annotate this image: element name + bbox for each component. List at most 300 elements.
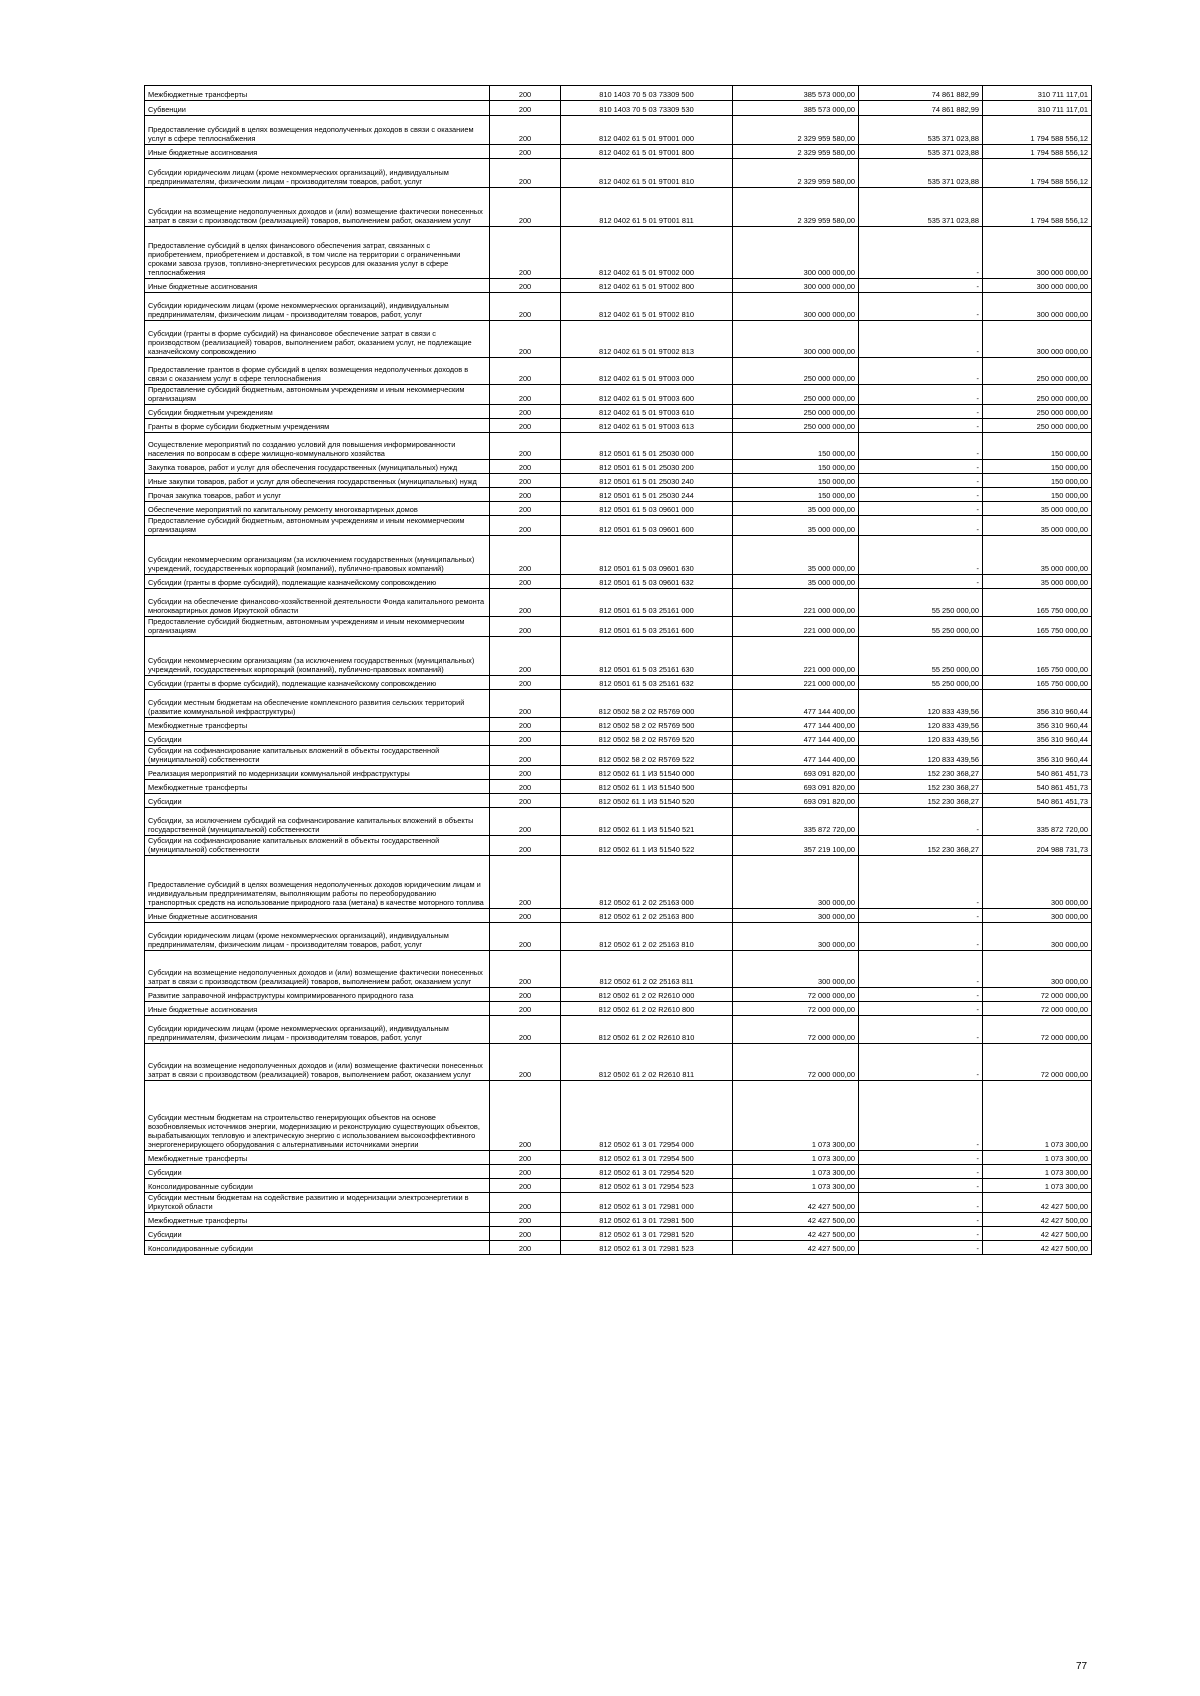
row-classification-code: 812 0502 58 2 02 R5769 000 — [561, 690, 733, 718]
row-amount-remaining: 300 000,00 — [983, 856, 1092, 909]
table-row — [145, 1081, 1092, 1151]
table-row — [145, 101, 1092, 116]
table-row — [145, 405, 1092, 419]
row-amount-executed: 535 371 023,88 — [859, 188, 983, 227]
row-classification-code: 812 0502 61 2 02 25163 810 — [561, 923, 733, 951]
row-code: 200 — [490, 159, 561, 188]
row-amount-approved: 2 329 959 580,00 — [733, 145, 859, 159]
row-name: Субсидии (гранты в форме субсидий), подлежащие казначейскому сопровождению — [145, 676, 490, 690]
row-amount-approved: 300 000,00 — [733, 909, 859, 923]
row-amount-remaining: 204 988 731,73 — [983, 836, 1092, 856]
row-amount-remaining: 42 427 500,00 — [983, 1241, 1092, 1255]
row-name: Субсидии местным бюджетам на содействие развитию и модернизации электроэнергетики в Иркутской области — [145, 1193, 490, 1213]
table-row — [145, 474, 1092, 488]
row-amount-approved: 693 091 820,00 — [733, 766, 859, 780]
row-classification-code: 812 0502 61 2 02 R2610 811 — [561, 1044, 733, 1081]
row-classification-code: 812 0501 61 5 01 25030 200 — [561, 460, 733, 474]
row-code: 200 — [490, 1193, 561, 1213]
row-code: 200 — [490, 474, 561, 488]
row-classification-code: 812 0402 61 5 01 9Т003 613 — [561, 419, 733, 433]
row-amount-remaining: 150 000,00 — [983, 433, 1092, 460]
row-code: 200 — [490, 988, 561, 1002]
table-row — [145, 794, 1092, 808]
table-row — [145, 385, 1092, 405]
table-row — [145, 676, 1092, 690]
row-classification-code: 812 0502 61 3 01 72981 000 — [561, 1193, 733, 1213]
table-row — [145, 1165, 1092, 1179]
row-amount-remaining: 150 000,00 — [983, 474, 1092, 488]
table-row — [145, 460, 1092, 474]
row-amount-executed: - — [859, 909, 983, 923]
row-amount-approved: 35 000 000,00 — [733, 516, 859, 536]
table-row — [145, 321, 1092, 358]
row-name: Осуществление мероприятий по созданию условий для повышения информированности населения по вопросам в сфере жилищно-коммунального хозяйства — [145, 433, 490, 460]
row-amount-executed: 152 230 368,27 — [859, 836, 983, 856]
row-amount-remaining: 250 000 000,00 — [983, 385, 1092, 405]
row-classification-code: 812 0402 61 5 01 9Т002 810 — [561, 293, 733, 321]
row-name: Предоставление субсидий в целях возмещения недополученных доходов юридическим лицам и индивидуальным предпринимателям, выполняющим работы по переоборудованию транспортных средств на использование природного газа (метана) в качестве моторного топлива — [145, 856, 490, 909]
row-code: 200 — [490, 836, 561, 856]
row-name: Субсидии некоммерческим организациям (за исключением государственных (муниципальных) учреждений, государственных корпораций (компаний), публично-правовых компаний) — [145, 637, 490, 676]
row-amount-remaining: 1 073 300,00 — [983, 1179, 1092, 1193]
row-classification-code: 812 0502 61 1 И3 51540 522 — [561, 836, 733, 856]
row-classification-code: 812 0402 61 5 01 9Т001 000 — [561, 116, 733, 145]
row-classification-code: 810 1403 70 5 03 73309 500 — [561, 86, 733, 101]
row-name: Развитие заправочной инфраструктуры компримированного природного газа — [145, 988, 490, 1002]
row-amount-remaining: 150 000,00 — [983, 488, 1092, 502]
row-amount-remaining: 310 711 117,01 — [983, 86, 1092, 101]
row-amount-approved: 1 073 300,00 — [733, 1081, 859, 1151]
row-code: 200 — [490, 419, 561, 433]
row-code: 200 — [490, 227, 561, 279]
row-classification-code: 812 0402 61 5 01 9Т002 813 — [561, 321, 733, 358]
row-code: 200 — [490, 385, 561, 405]
row-amount-executed: 535 371 023,88 — [859, 116, 983, 145]
table-row — [145, 766, 1092, 780]
row-code: 200 — [490, 405, 561, 419]
row-code: 200 — [490, 460, 561, 474]
table-row — [145, 116, 1092, 145]
row-classification-code: 812 0402 61 5 01 9Т001 800 — [561, 145, 733, 159]
row-code: 200 — [490, 1002, 561, 1016]
row-classification-code: 812 0502 61 2 02 25163 811 — [561, 951, 733, 988]
row-name: Гранты в форме субсидии бюджетным учреждениям — [145, 419, 490, 433]
row-amount-executed: - — [859, 321, 983, 358]
row-amount-approved: 150 000,00 — [733, 488, 859, 502]
table-row — [145, 575, 1092, 589]
table-row — [145, 909, 1092, 923]
row-name: Субсидии юридическим лицам (кроме некоммерческих организаций), индивидуальным предпринимателям, физическим лицам - производителям товаров, работ, услуг — [145, 293, 490, 321]
row-name: Консолидированные субсидии — [145, 1179, 490, 1193]
row-name: Субсидии бюджетным учреждениям — [145, 405, 490, 419]
row-name: Субсидии, за исключением субсидий на софинансирование капитальных вложений в объекты государственной (муниципальной) собственности — [145, 808, 490, 836]
budget-table-body — [145, 86, 1092, 1255]
row-amount-executed: 55 250 000,00 — [859, 637, 983, 676]
row-amount-approved: 477 144 400,00 — [733, 718, 859, 732]
row-amount-approved: 1 073 300,00 — [733, 1179, 859, 1193]
row-amount-executed: 152 230 368,27 — [859, 794, 983, 808]
row-name: Предоставление субсидий бюджетным, автономным учреждениям и иным некоммерческим организациям — [145, 617, 490, 637]
row-amount-remaining: 356 310 960,44 — [983, 690, 1092, 718]
table-row — [145, 1227, 1092, 1241]
row-amount-approved: 2 329 959 580,00 — [733, 116, 859, 145]
row-classification-code: 812 0502 61 3 01 72981 523 — [561, 1241, 733, 1255]
budget-table — [144, 85, 1092, 1255]
page-number: 77 — [1076, 1661, 1088, 1672]
row-amount-executed: 55 250 000,00 — [859, 589, 983, 617]
row-amount-approved: 72 000 000,00 — [733, 988, 859, 1002]
row-amount-remaining: 300 000 000,00 — [983, 293, 1092, 321]
row-classification-code: 812 0402 61 5 01 9Т003 000 — [561, 358, 733, 385]
row-amount-remaining: 42 427 500,00 — [983, 1193, 1092, 1213]
row-code: 200 — [490, 1179, 561, 1193]
row-amount-executed: - — [859, 433, 983, 460]
table-row — [145, 145, 1092, 159]
row-classification-code: 812 0402 61 5 01 9Т003 600 — [561, 385, 733, 405]
table-row — [145, 1179, 1092, 1193]
row-amount-executed: 55 250 000,00 — [859, 617, 983, 637]
row-amount-executed: 535 371 023,88 — [859, 159, 983, 188]
row-code: 200 — [490, 951, 561, 988]
row-name: Обеспечение мероприятий по капитальному ремонту многоквартирных домов — [145, 502, 490, 516]
table-row — [145, 293, 1092, 321]
row-amount-approved: 72 000 000,00 — [733, 1044, 859, 1081]
row-amount-remaining: 1 794 588 556,12 — [983, 159, 1092, 188]
row-amount-approved: 477 144 400,00 — [733, 690, 859, 718]
row-amount-approved: 300 000 000,00 — [733, 227, 859, 279]
table-row — [145, 188, 1092, 227]
row-name: Иные бюджетные ассигнования — [145, 1002, 490, 1016]
row-code: 200 — [490, 718, 561, 732]
row-name: Субсидии (гранты в форме субсидий), подлежащие казначейскому сопровождению — [145, 575, 490, 589]
row-amount-remaining: 335 872 720,00 — [983, 808, 1092, 836]
table-row — [145, 617, 1092, 637]
row-code: 200 — [490, 101, 561, 116]
row-name: Межбюджетные трансферты — [145, 1151, 490, 1165]
row-amount-approved: 221 000 000,00 — [733, 676, 859, 690]
row-amount-approved: 335 872 720,00 — [733, 808, 859, 836]
row-amount-executed: - — [859, 405, 983, 419]
table-row — [145, 780, 1092, 794]
row-name: Предоставление субсидий в целях возмещения недополученных доходов в связи с оказанием услуг в сфере теплоснабжения — [145, 116, 490, 145]
row-name: Субсидии на возмещение недополученных доходов и (или) возмещение фактически понесенных затрат в связи с производством (реализацией) товаров, выполнением работ, оказанием услуг — [145, 188, 490, 227]
row-amount-executed: - — [859, 1165, 983, 1179]
row-name: Субсидии юридическим лицам (кроме некоммерческих организаций), индивидуальным предпринимателям, физическим лицам - производителям товаров, работ, услуг — [145, 923, 490, 951]
row-amount-approved: 42 427 500,00 — [733, 1241, 859, 1255]
row-name: Межбюджетные трансферты — [145, 1213, 490, 1227]
row-amount-executed: 535 371 023,88 — [859, 145, 983, 159]
row-name: Межбюджетные трансферты — [145, 86, 490, 101]
row-amount-remaining: 540 861 451,73 — [983, 766, 1092, 780]
row-amount-executed: - — [859, 1213, 983, 1227]
row-classification-code: 812 0502 61 3 01 72981 520 — [561, 1227, 733, 1241]
row-classification-code: 812 0502 61 3 01 72981 500 — [561, 1213, 733, 1227]
row-code: 200 — [490, 1151, 561, 1165]
row-amount-remaining: 250 000 000,00 — [983, 358, 1092, 385]
row-classification-code: 812 0402 61 5 01 9Т001 810 — [561, 159, 733, 188]
row-amount-executed: - — [859, 1227, 983, 1241]
row-code: 200 — [490, 1227, 561, 1241]
row-amount-remaining: 310 711 117,01 — [983, 101, 1092, 116]
row-name: Субсидии на софинансирование капитальных вложений в объекты государственной (муниципальной) собственности — [145, 746, 490, 766]
row-classification-code: 812 0501 61 5 03 09601 632 — [561, 575, 733, 589]
row-amount-remaining: 42 427 500,00 — [983, 1213, 1092, 1227]
row-classification-code: 812 0501 61 5 03 25161 632 — [561, 676, 733, 690]
row-amount-remaining: 42 427 500,00 — [983, 1227, 1092, 1241]
row-amount-executed: - — [859, 419, 983, 433]
row-amount-executed: - — [859, 1179, 983, 1193]
row-code: 200 — [490, 145, 561, 159]
row-amount-approved: 1 073 300,00 — [733, 1165, 859, 1179]
row-classification-code: 812 0402 61 5 01 9Т001 811 — [561, 188, 733, 227]
row-amount-approved: 72 000 000,00 — [733, 1016, 859, 1044]
row-amount-approved: 477 144 400,00 — [733, 746, 859, 766]
row-amount-remaining: 1 794 588 556,12 — [983, 145, 1092, 159]
row-name: Предоставление субсидий бюджетным, автономным учреждениям и иным некоммерческим организациям — [145, 516, 490, 536]
table-row — [145, 589, 1092, 617]
row-classification-code: 812 0502 61 2 02 R2610 000 — [561, 988, 733, 1002]
table-row — [145, 488, 1092, 502]
row-classification-code: 812 0502 58 2 02 R5769 522 — [561, 746, 733, 766]
row-classification-code: 812 0501 61 5 03 25161 630 — [561, 637, 733, 676]
row-amount-executed: - — [859, 474, 983, 488]
row-name: Субсидии — [145, 794, 490, 808]
row-name: Иные бюджетные ассигнования — [145, 279, 490, 293]
row-amount-approved: 357 219 100,00 — [733, 836, 859, 856]
row-name: Прочая закупка товаров, работ и услуг — [145, 488, 490, 502]
table-row — [145, 808, 1092, 836]
row-classification-code: 812 0502 61 2 02 R2610 810 — [561, 1016, 733, 1044]
row-amount-approved: 250 000 000,00 — [733, 385, 859, 405]
row-amount-executed: 120 833 439,56 — [859, 732, 983, 746]
row-name: Субсидии (гранты в форме субсидий) на финансовое обеспечение затрат в связи с производством (реализацией) товаров, выполнением работ, оказанием услуг, не подлежащие казначейскому сопровождению — [145, 321, 490, 358]
row-amount-approved: 693 091 820,00 — [733, 794, 859, 808]
row-amount-executed: 55 250 000,00 — [859, 676, 983, 690]
row-amount-executed: 152 230 368,27 — [859, 766, 983, 780]
row-amount-remaining: 300 000 000,00 — [983, 279, 1092, 293]
row-classification-code: 812 0502 61 3 01 72954 500 — [561, 1151, 733, 1165]
table-row — [145, 718, 1092, 732]
row-code: 200 — [490, 690, 561, 718]
row-amount-remaining: 165 750 000,00 — [983, 589, 1092, 617]
row-classification-code: 812 0502 61 2 02 25163 800 — [561, 909, 733, 923]
row-amount-remaining: 72 000 000,00 — [983, 1044, 1092, 1081]
table-row — [145, 951, 1092, 988]
row-name: Субсидии — [145, 732, 490, 746]
row-name: Закупка товаров, работ и услуг для обеспечения государственных (муниципальных) нужд — [145, 460, 490, 474]
row-amount-approved: 385 573 000,00 — [733, 101, 859, 116]
row-name: Субсидии на софинансирование капитальных вложений в объекты государственной (муниципальной) собственности — [145, 836, 490, 856]
row-code: 200 — [490, 575, 561, 589]
row-amount-approved: 2 329 959 580,00 — [733, 159, 859, 188]
row-code: 200 — [490, 502, 561, 516]
row-code: 200 — [490, 856, 561, 909]
row-classification-code: 812 0501 61 5 03 25161 600 — [561, 617, 733, 637]
row-amount-approved: 221 000 000,00 — [733, 617, 859, 637]
row-name: Межбюджетные трансферты — [145, 780, 490, 794]
row-classification-code: 812 0501 61 5 03 25161 000 — [561, 589, 733, 617]
row-amount-approved: 2 329 959 580,00 — [733, 188, 859, 227]
table-row — [145, 1044, 1092, 1081]
table-row — [145, 279, 1092, 293]
row-name: Субсидии — [145, 1227, 490, 1241]
table-row — [145, 433, 1092, 460]
row-amount-remaining: 300 000,00 — [983, 923, 1092, 951]
row-amount-approved: 150 000,00 — [733, 460, 859, 474]
row-code: 200 — [490, 321, 561, 358]
row-code: 200 — [490, 279, 561, 293]
table-row — [145, 159, 1092, 188]
row-code: 200 — [490, 293, 561, 321]
row-amount-remaining: 300 000 000,00 — [983, 227, 1092, 279]
row-name: Субсидии местным бюджетам на обеспечение комплексного развития сельских территорий (развитие коммунальной инфраструктуры) — [145, 690, 490, 718]
table-row — [145, 1241, 1092, 1255]
row-name: Субсидии некоммерческим организациям (за исключением государственных (муниципальных) учреждений, государственных корпораций (компаний), публично-правовых компаний) — [145, 536, 490, 575]
row-name: Консолидированные субсидии — [145, 1241, 490, 1255]
row-classification-code: 812 0402 61 5 01 9Т002 800 — [561, 279, 733, 293]
row-code: 200 — [490, 536, 561, 575]
row-classification-code: 812 0402 61 5 01 9Т003 610 — [561, 405, 733, 419]
row-amount-approved: 250 000 000,00 — [733, 419, 859, 433]
row-amount-approved: 300 000,00 — [733, 923, 859, 951]
row-amount-executed: - — [859, 279, 983, 293]
row-code: 200 — [490, 516, 561, 536]
table-row — [145, 637, 1092, 676]
row-amount-remaining: 165 750 000,00 — [983, 617, 1092, 637]
row-code: 200 — [490, 188, 561, 227]
row-amount-approved: 150 000,00 — [733, 474, 859, 488]
row-classification-code: 812 0501 61 5 01 25030 240 — [561, 474, 733, 488]
row-classification-code: 812 0502 61 1 И3 51540 521 — [561, 808, 733, 836]
row-name: Субсидии юридическим лицам (кроме некоммерческих организаций), индивидуальным предпринимателям, физическим лицам - производителям товаров, работ, услуг — [145, 159, 490, 188]
row-amount-executed: - — [859, 808, 983, 836]
row-code: 200 — [490, 808, 561, 836]
row-classification-code: 812 0502 61 1 И3 51540 500 — [561, 780, 733, 794]
table-row — [145, 746, 1092, 766]
row-code: 200 — [490, 433, 561, 460]
row-code: 200 — [490, 780, 561, 794]
row-amount-executed: - — [859, 502, 983, 516]
row-amount-executed: 120 833 439,56 — [859, 718, 983, 732]
row-code: 200 — [490, 909, 561, 923]
row-amount-executed: - — [859, 923, 983, 951]
row-amount-executed: - — [859, 1044, 983, 1081]
row-amount-approved: 221 000 000,00 — [733, 637, 859, 676]
row-amount-executed: 120 833 439,56 — [859, 690, 983, 718]
row-amount-approved: 35 000 000,00 — [733, 575, 859, 589]
row-amount-remaining: 165 750 000,00 — [983, 637, 1092, 676]
row-amount-approved: 221 000 000,00 — [733, 589, 859, 617]
row-amount-remaining: 72 000 000,00 — [983, 1016, 1092, 1044]
table-row — [145, 536, 1092, 575]
row-amount-approved: 477 144 400,00 — [733, 732, 859, 746]
row-name: Субсидии юридическим лицам (кроме некоммерческих организаций), индивидуальным предпринимателям, физическим лицам - производителям товаров, работ, услуг — [145, 1016, 490, 1044]
row-amount-approved: 35 000 000,00 — [733, 536, 859, 575]
row-code: 200 — [490, 1016, 561, 1044]
row-amount-approved: 72 000 000,00 — [733, 1002, 859, 1016]
table-row — [145, 1213, 1092, 1227]
row-amount-approved: 250 000 000,00 — [733, 358, 859, 385]
row-code: 200 — [490, 86, 561, 101]
row-amount-remaining: 300 000,00 — [983, 909, 1092, 923]
row-code: 200 — [490, 1081, 561, 1151]
row-classification-code: 812 0501 61 5 01 25030 244 — [561, 488, 733, 502]
table-row — [145, 1002, 1092, 1016]
row-amount-executed: - — [859, 227, 983, 279]
row-amount-executed: - — [859, 293, 983, 321]
row-amount-executed: - — [859, 951, 983, 988]
row-name: Иные бюджетные ассигнования — [145, 909, 490, 923]
row-code: 200 — [490, 794, 561, 808]
row-amount-remaining: 356 310 960,44 — [983, 746, 1092, 766]
row-code: 200 — [490, 1165, 561, 1179]
row-name: Субсидии — [145, 1165, 490, 1179]
row-classification-code: 812 0501 61 5 03 09601 000 — [561, 502, 733, 516]
row-amount-executed: - — [859, 1151, 983, 1165]
row-amount-remaining: 1 073 300,00 — [983, 1165, 1092, 1179]
row-amount-remaining: 1 794 588 556,12 — [983, 116, 1092, 145]
row-code: 200 — [490, 766, 561, 780]
table-row — [145, 1151, 1092, 1165]
row-amount-remaining: 72 000 000,00 — [983, 988, 1092, 1002]
row-amount-remaining: 300 000 000,00 — [983, 321, 1092, 358]
row-amount-remaining: 300 000,00 — [983, 951, 1092, 988]
row-amount-executed: - — [859, 1193, 983, 1213]
row-amount-remaining: 1 794 588 556,12 — [983, 188, 1092, 227]
row-amount-executed: - — [859, 460, 983, 474]
row-name: Предоставление субсидий бюджетным, автономным учреждениям и иным некоммерческим организациям — [145, 385, 490, 405]
row-code: 200 — [490, 1044, 561, 1081]
table-row — [145, 86, 1092, 101]
table-row — [145, 358, 1092, 385]
row-amount-approved: 300 000 000,00 — [733, 293, 859, 321]
table-row — [145, 856, 1092, 909]
row-classification-code: 812 0502 61 2 02 25163 000 — [561, 856, 733, 909]
row-amount-approved: 300 000,00 — [733, 856, 859, 909]
budget-execution-sheet — [144, 85, 1091, 1255]
row-code: 200 — [490, 589, 561, 617]
row-code: 200 — [490, 923, 561, 951]
row-classification-code: 812 0502 61 1 И3 51540 520 — [561, 794, 733, 808]
table-row — [145, 419, 1092, 433]
row-code: 200 — [490, 617, 561, 637]
row-amount-executed: - — [859, 988, 983, 1002]
row-classification-code: 810 1403 70 5 03 73309 530 — [561, 101, 733, 116]
table-row — [145, 690, 1092, 718]
row-amount-remaining: 1 073 300,00 — [983, 1081, 1092, 1151]
row-amount-approved: 250 000 000,00 — [733, 405, 859, 419]
row-code: 200 — [490, 676, 561, 690]
row-amount-approved: 385 573 000,00 — [733, 86, 859, 101]
row-classification-code: 812 0502 58 2 02 R5769 500 — [561, 718, 733, 732]
row-amount-remaining: 356 310 960,44 — [983, 732, 1092, 746]
table-row — [145, 836, 1092, 856]
row-amount-remaining: 72 000 000,00 — [983, 1002, 1092, 1016]
row-classification-code: 812 0502 58 2 02 R5769 520 — [561, 732, 733, 746]
row-name: Субсидии на возмещение недополученных доходов и (или) возмещение фактически понесенных затрат в связи с производством (реализацией) товаров, выполнением работ, оказанием услуг — [145, 1044, 490, 1081]
row-amount-remaining: 356 310 960,44 — [983, 718, 1092, 732]
row-classification-code: 812 0502 61 3 01 72954 000 — [561, 1081, 733, 1151]
table-row — [145, 502, 1092, 516]
table-row — [145, 923, 1092, 951]
row-code: 200 — [490, 1213, 561, 1227]
row-amount-approved: 42 427 500,00 — [733, 1213, 859, 1227]
row-name: Иные бюджетные ассигнования — [145, 145, 490, 159]
row-amount-executed: - — [859, 385, 983, 405]
row-classification-code: 812 0402 61 5 01 9Т002 000 — [561, 227, 733, 279]
table-row — [145, 988, 1092, 1002]
row-amount-remaining: 35 000 000,00 — [983, 516, 1092, 536]
